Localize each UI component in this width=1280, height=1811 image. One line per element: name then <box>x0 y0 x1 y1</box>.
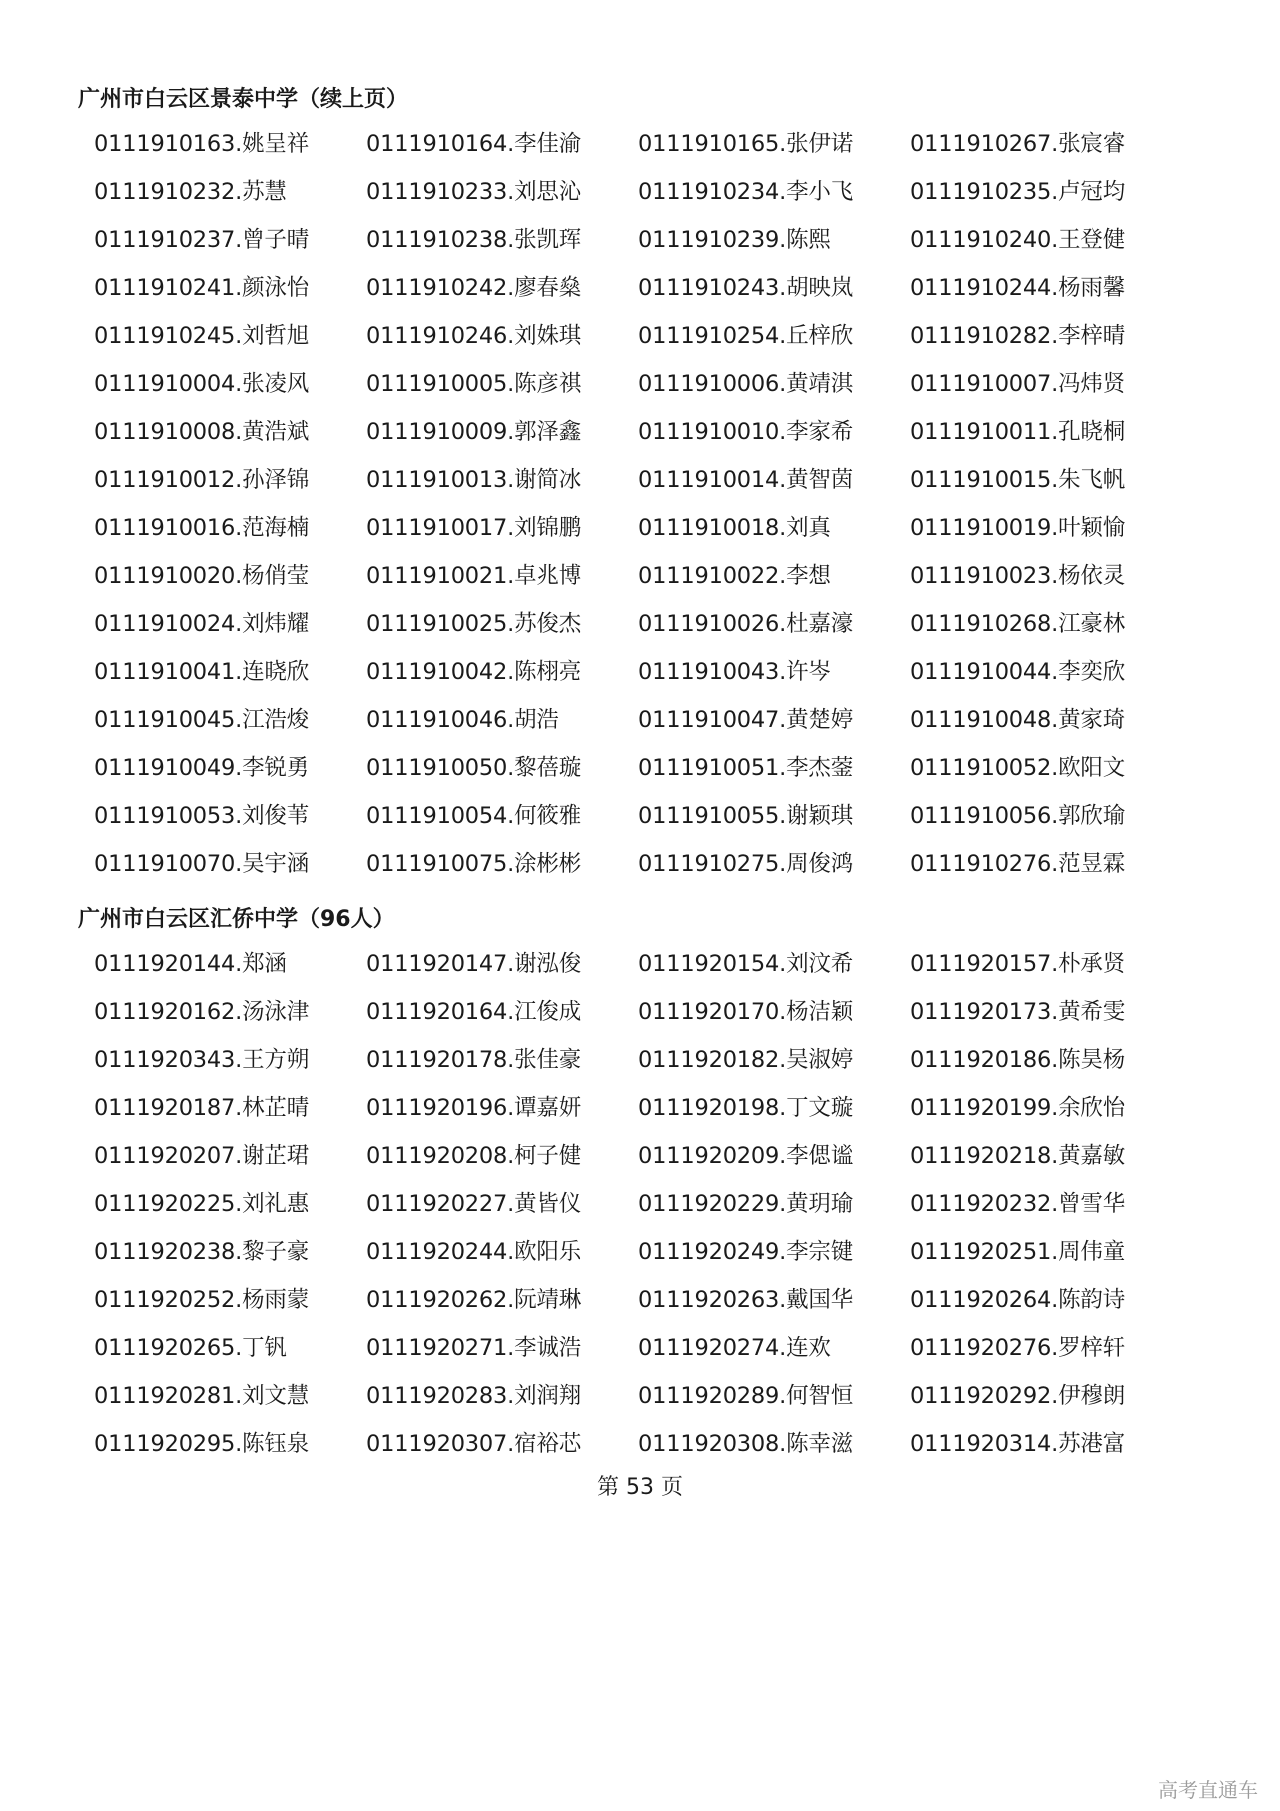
student-entry: 0111910041.连晓欣 <box>94 659 310 685</box>
list-row <box>94 742 1194 790</box>
student-entry: 0111920162.汤泳津 <box>94 999 310 1025</box>
list-row <box>94 1034 1194 1082</box>
student-entry: 0111910050.黎蓓璇 <box>366 755 582 781</box>
student-entry: 0111910254.丘梓欣 <box>638 323 854 349</box>
student-entry: 0111910243.胡映岚 <box>638 275 854 301</box>
student-entry: 0111920207.谢芷珺 <box>94 1143 310 1169</box>
student-entry: 0111910011.孔晓桐 <box>910 419 1126 445</box>
student-entry: 0111920173.黄希雯 <box>910 999 1126 1025</box>
student-entry: 0111910046.胡浩 <box>366 707 559 733</box>
list-row <box>94 1226 1194 1274</box>
list-row <box>94 358 1194 406</box>
student-entry: 0111920271.李诚浩 <box>366 1335 582 1361</box>
student-entry: 0111920147.谢泓俊 <box>366 951 582 977</box>
list-row <box>94 1130 1194 1178</box>
student-entry: 0111920251.周伟童 <box>910 1239 1126 1265</box>
student-entry: 0111910245.刘哲旭 <box>94 323 310 349</box>
student-entry: 0111910047.黄楚婷 <box>638 707 854 733</box>
student-entry: 0111920281.刘文慧 <box>94 1383 310 1409</box>
student-entry: 0111910051.李杰蓥 <box>638 755 854 781</box>
list-row <box>94 550 1194 598</box>
student-entry: 0111910023.杨依灵 <box>910 563 1126 589</box>
student-entry: 0111920209.李偲谧 <box>638 1143 854 1169</box>
student-entry: 0111920238.黎子豪 <box>94 1239 310 1265</box>
student-entry: 0111910006.黄靖淇 <box>638 371 854 397</box>
list-row <box>94 454 1194 502</box>
student-entry: 0111920178.张佳豪 <box>366 1047 582 1073</box>
section-title-huiqiao: 广州市白云区汇侨中学（96人） <box>78 907 395 932</box>
student-entry: 0111910008.黄浩斌 <box>94 419 310 445</box>
list-row <box>94 1418 1194 1466</box>
list-row <box>94 1274 1194 1322</box>
student-entry: 0111920182.吴淑婷 <box>638 1047 854 1073</box>
student-entry: 0111910165.张伊诺 <box>638 131 854 157</box>
student-entry: 0111920308.陈幸滋 <box>638 1431 854 1457</box>
list-row <box>94 118 1194 166</box>
student-entry: 0111910234.李小飞 <box>638 179 854 205</box>
student-entry: 0111910018.刘真 <box>638 515 831 541</box>
student-grid-huiqiao <box>94 938 1194 1466</box>
student-entry: 0111920187.林芷晴 <box>94 1095 310 1121</box>
student-entry: 0111920263.戴国华 <box>638 1287 854 1313</box>
student-entry: 0111920199.余欣怡 <box>910 1095 1126 1121</box>
list-row <box>94 1370 1194 1418</box>
student-entry: 0111910005.陈彦祺 <box>366 371 582 397</box>
list-row <box>94 646 1194 694</box>
student-entry: 0111920229.黄玥瑜 <box>638 1191 854 1217</box>
student-entry: 0111910010.李家希 <box>638 419 854 445</box>
student-entry: 0111910052.欧阳文 <box>910 755 1126 781</box>
student-entry: 0111910163.姚呈祥 <box>94 131 310 157</box>
student-entry: 0111910232.苏慧 <box>94 179 287 205</box>
list-row <box>94 598 1194 646</box>
student-entry: 0111910017.刘锦鹏 <box>366 515 582 541</box>
student-entry: 0111910053.刘俊苇 <box>94 803 310 829</box>
student-entry: 0111920289.何智恒 <box>638 1383 854 1409</box>
list-row <box>94 310 1194 358</box>
student-entry: 0111910021.卓兆博 <box>366 563 582 589</box>
student-entry: 0111920292.伊穆朗 <box>910 1383 1126 1409</box>
student-entry: 0111920274.连欢 <box>638 1335 831 1361</box>
student-entry: 0111910054.何筱雅 <box>366 803 582 829</box>
list-row <box>94 986 1194 1034</box>
list-row <box>94 406 1194 454</box>
student-entry: 0111920252.杨雨蒙 <box>94 1287 310 1313</box>
student-entry: 0111920186.陈昊杨 <box>910 1047 1126 1073</box>
list-row <box>94 1082 1194 1130</box>
student-entry: 0111910233.刘思沁 <box>366 179 582 205</box>
student-entry: 0111910241.颜泳怡 <box>94 275 310 301</box>
student-entry: 0111910244.杨雨馨 <box>910 275 1126 301</box>
student-grid-jingtai <box>94 118 1194 886</box>
student-entry: 0111920249.李宗键 <box>638 1239 854 1265</box>
student-entry: 0111920307.宿裕芯 <box>366 1431 582 1457</box>
student-entry: 0111910240.王登健 <box>910 227 1126 253</box>
student-entry: 0111910026.杜嘉濠 <box>638 611 854 637</box>
student-entry: 0111910048.黄家琦 <box>910 707 1126 733</box>
list-row <box>94 214 1194 262</box>
student-entry: 0111920164.江俊成 <box>366 999 582 1025</box>
student-entry: 0111910049.李锐勇 <box>94 755 310 781</box>
page-number: 第 53 页 <box>597 1475 683 1500</box>
student-entry: 0111910022.李想 <box>638 563 831 589</box>
student-entry: 0111910246.刘姝琪 <box>366 323 582 349</box>
section-title-jingtai: 广州市白云区景泰中学（续上页） <box>78 87 409 112</box>
student-entry: 0111920154.刘汶希 <box>638 951 854 977</box>
student-entry: 0111910070.吴宇涵 <box>94 851 310 877</box>
student-entry: 0111910075.涂彬彬 <box>366 851 582 877</box>
student-entry: 0111910267.张宸睿 <box>910 131 1126 157</box>
list-row <box>94 502 1194 550</box>
list-row <box>94 166 1194 214</box>
student-entry: 0111920227.黄皆仪 <box>366 1191 582 1217</box>
student-entry: 0111920198.丁文璇 <box>638 1095 854 1121</box>
student-entry: 0111920157.朴承贤 <box>910 951 1126 977</box>
list-row <box>94 1322 1194 1370</box>
student-entry: 0111910015.朱飞帆 <box>910 467 1126 493</box>
student-entry: 0111920265.丁钒 <box>94 1335 287 1361</box>
student-entry: 0111920295.陈钰泉 <box>94 1431 310 1457</box>
list-row <box>94 694 1194 742</box>
student-entry: 0111910238.张凯珲 <box>366 227 582 253</box>
student-entry: 0111910013.谢简冰 <box>366 467 582 493</box>
student-entry: 0111910235.卢冠均 <box>910 179 1126 205</box>
student-entry: 0111920276.罗梓轩 <box>910 1335 1126 1361</box>
student-entry: 0111920314.苏港富 <box>910 1431 1126 1457</box>
student-entry: 0111920343.王方朔 <box>94 1047 310 1073</box>
student-entry: 0111910056.郭欣瑜 <box>910 803 1126 829</box>
student-entry: 0111910042.陈栩亮 <box>366 659 582 685</box>
student-entry: 0111910016.范海楠 <box>94 515 310 541</box>
student-entry: 0111910043.许岑 <box>638 659 831 685</box>
student-entry: 0111920244.欧阳乐 <box>366 1239 582 1265</box>
student-entry: 0111910014.黄智茵 <box>638 467 854 493</box>
student-entry: 0111910164.李佳渝 <box>366 131 582 157</box>
student-entry: 0111910045.江浩焌 <box>94 707 310 733</box>
list-row <box>94 790 1194 838</box>
student-entry: 0111910275.周俊鸿 <box>638 851 854 877</box>
student-entry: 0111910276.范昱霖 <box>910 851 1126 877</box>
student-entry: 0111920283.刘润翔 <box>366 1383 582 1409</box>
student-entry: 0111910239.陈熙 <box>638 227 831 253</box>
student-entry: 0111920208.柯子健 <box>366 1143 582 1169</box>
list-row <box>94 938 1194 986</box>
student-entry: 0111910282.李梓晴 <box>910 323 1126 349</box>
watermark: 高考直通车 <box>1158 1778 1258 1802</box>
student-entry: 0111910268.江豪林 <box>910 611 1126 637</box>
student-entry: 0111910055.谢颖琪 <box>638 803 854 829</box>
student-entry: 0111910242.廖春燊 <box>366 275 582 301</box>
list-row <box>94 262 1194 310</box>
student-entry: 0111920144.郑涵 <box>94 951 287 977</box>
student-entry: 0111910044.李奕欣 <box>910 659 1126 685</box>
student-entry: 0111910024.刘炜耀 <box>94 611 310 637</box>
student-entry: 0111920232.曾雪华 <box>910 1191 1126 1217</box>
student-entry: 0111910004.张凌风 <box>94 371 310 397</box>
student-entry: 0111910020.杨俏莹 <box>94 563 310 589</box>
student-entry: 0111910012.孙泽锦 <box>94 467 310 493</box>
student-entry: 0111920170.杨洁颖 <box>638 999 854 1025</box>
student-entry: 0111920225.刘礼惠 <box>94 1191 310 1217</box>
student-entry: 0111910237.曾子晴 <box>94 227 310 253</box>
student-entry: 0111920218.黄嘉敏 <box>910 1143 1126 1169</box>
student-entry: 0111910007.冯炜贤 <box>910 371 1126 397</box>
list-row <box>94 1178 1194 1226</box>
student-entry: 0111910009.郭泽鑫 <box>366 419 582 445</box>
student-entry: 0111920262.阮靖琳 <box>366 1287 582 1313</box>
student-entry: 0111920264.陈韵诗 <box>910 1287 1126 1313</box>
list-row <box>94 838 1194 886</box>
student-entry: 0111910025.苏俊杰 <box>366 611 582 637</box>
student-entry: 0111910019.叶颖愉 <box>910 515 1126 541</box>
student-entry: 0111920196.谭嘉妍 <box>366 1095 582 1121</box>
